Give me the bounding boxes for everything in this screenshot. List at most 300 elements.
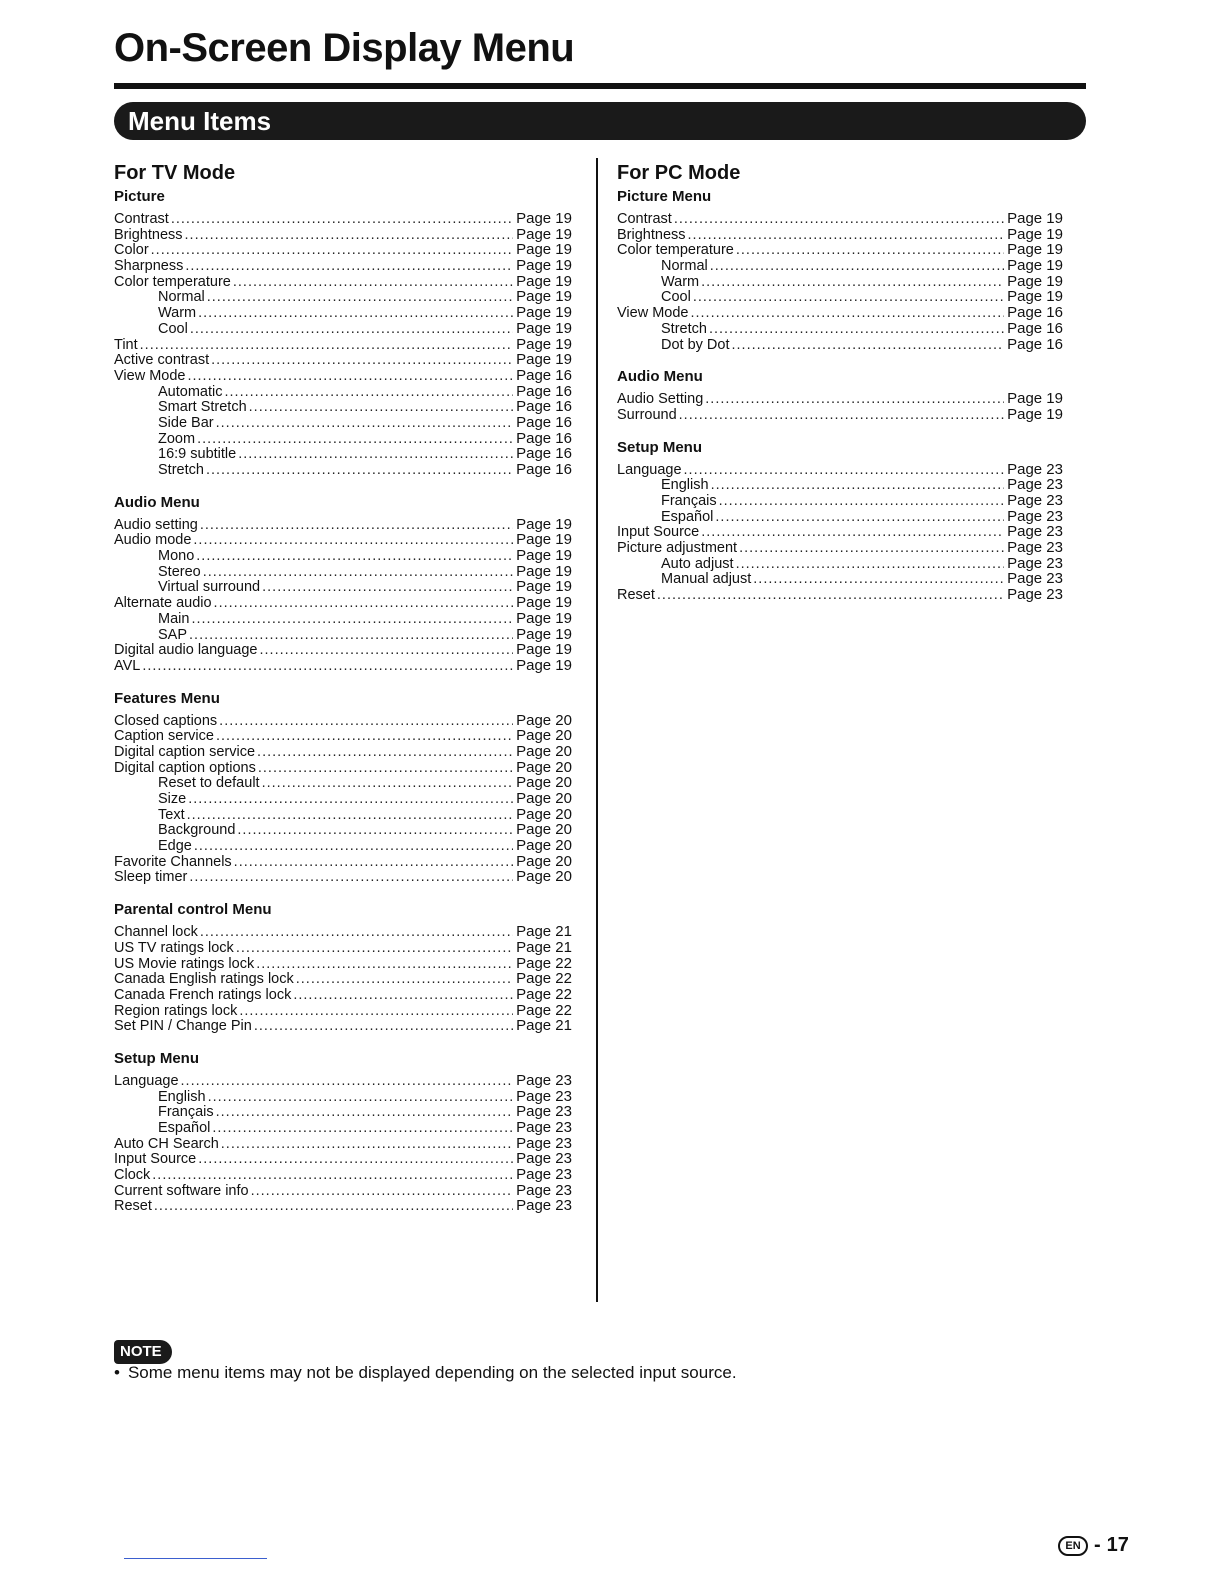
entry-label: Audio setting	[114, 516, 198, 533]
menu-entry	[114, 658, 572, 674]
dot-leader	[207, 290, 513, 306]
menu-entry	[617, 258, 1075, 274]
entry-label: Audio mode	[114, 532, 192, 549]
menu-entry	[617, 321, 1075, 337]
menu-entry	[617, 274, 1075, 290]
menu-entry	[114, 415, 572, 431]
dot-leader	[140, 338, 513, 354]
entry-label: Stretch	[661, 320, 707, 337]
group-heading: Setup Menu	[617, 438, 702, 456]
menu-entry	[617, 556, 1075, 572]
title-rule	[114, 83, 1086, 89]
entry-page-ref: Page 20	[516, 742, 572, 760]
dot-leader	[739, 541, 1004, 557]
entry-page-ref: Page 16	[1007, 304, 1063, 322]
dot-leader	[206, 463, 513, 479]
entry-page-ref: Page 23	[1007, 586, 1063, 604]
dot-leader	[239, 1004, 513, 1020]
entry-page-ref: Page 22	[516, 970, 572, 988]
entry-label: Warm	[158, 305, 197, 322]
entry-label: Cool	[158, 320, 188, 337]
dot-leader	[185, 228, 514, 244]
dot-leader	[719, 494, 1005, 510]
entry-page-ref: Page 16	[516, 366, 572, 384]
dot-leader	[196, 549, 513, 565]
dot-leader	[181, 1074, 514, 1090]
menu-entry	[617, 587, 1075, 603]
entry-label: Smart Stretch	[158, 399, 247, 416]
group-heading: Audio Menu	[114, 493, 200, 511]
entry-page-ref: Page 19	[516, 641, 572, 659]
entry-page-ref: Page 20	[516, 790, 572, 807]
section-bar	[114, 102, 1086, 140]
entry-label: Language	[617, 461, 682, 478]
dot-leader	[193, 533, 513, 549]
entry-label: Contrast	[114, 211, 169, 227]
dot-leader	[709, 322, 1004, 338]
entry-page-ref: Page 20	[516, 758, 572, 776]
menu-entry	[617, 391, 1075, 407]
menu-entry	[617, 211, 1075, 227]
entry-page-ref: Page 19	[516, 515, 572, 533]
dot-leader	[211, 353, 513, 369]
dot-leader	[710, 259, 1004, 275]
entry-page-ref: Page 19	[516, 257, 572, 275]
dot-leader	[736, 557, 1005, 573]
entry-label: Canada French ratings lock	[114, 986, 292, 1003]
entry-label: Active contrast	[114, 352, 210, 369]
dot-leader	[688, 228, 1005, 244]
menu-entry	[114, 713, 572, 729]
menu-entry	[114, 1198, 572, 1214]
entry-page-ref: Page 19	[1007, 288, 1063, 306]
dot-leader	[262, 776, 514, 792]
menu-entry	[114, 368, 572, 384]
entry-label: View Mode	[114, 367, 186, 384]
entry-label: Side Bar	[158, 414, 214, 431]
entry-page-ref: Page 16	[516, 382, 572, 400]
menu-entry	[114, 728, 572, 744]
entry-label: US Movie ratings lock	[114, 955, 255, 972]
entry-label: 16:9 subtitle	[158, 446, 237, 463]
menu-entry	[617, 524, 1075, 540]
entry-page-ref: Page 20	[516, 821, 572, 839]
menu-entry	[114, 838, 572, 854]
dot-leader	[151, 243, 513, 259]
menu-entry	[114, 869, 572, 885]
dot-leader	[224, 385, 513, 401]
entry-label: US TV ratings lock	[114, 939, 234, 956]
entry-page-ref: Page 19	[516, 562, 572, 580]
entry-page-ref: Page 23	[516, 1197, 572, 1215]
menu-entry	[114, 971, 572, 987]
menu-entry	[114, 1104, 572, 1120]
entry-label: Cool	[661, 289, 691, 306]
dot-leader	[152, 1168, 513, 1184]
menu-entry	[114, 627, 572, 643]
pc-mode-column	[617, 158, 1075, 619]
menu-entry	[114, 1167, 572, 1183]
entry-label: SAP	[158, 626, 188, 643]
menu-entry	[114, 760, 572, 776]
dot-leader	[238, 447, 513, 463]
menu-entry	[114, 1003, 572, 1019]
entry-page-ref: Page 16	[516, 429, 572, 447]
menu-entry	[114, 337, 572, 353]
bottom-rule	[124, 1558, 267, 1559]
dot-leader	[142, 659, 513, 675]
tv-mode-column	[114, 158, 572, 1230]
entry-page-ref: Page 19	[516, 625, 572, 643]
dot-leader	[679, 408, 1004, 424]
entry-label: Tint	[114, 336, 138, 353]
entry-label: Audio Setting	[617, 391, 704, 408]
entry-page-ref: Page 23	[516, 1087, 572, 1105]
menu-entry	[114, 611, 572, 627]
entry-label: Brightness	[114, 226, 183, 243]
dot-leader	[219, 714, 513, 730]
dot-leader	[711, 478, 1005, 494]
section-title: Menu Items	[128, 106, 272, 136]
entry-label: Digital caption service	[114, 743, 256, 760]
entry-page-ref: Page 20	[516, 837, 572, 855]
dot-leader	[216, 1105, 514, 1121]
note-badge: NOTE	[114, 1340, 172, 1364]
menu-entry	[114, 399, 572, 415]
dot-leader	[736, 243, 1004, 259]
entry-page-ref: Page 19	[1007, 257, 1063, 275]
menu-entry	[114, 305, 572, 321]
menu-entry	[114, 242, 572, 258]
menu-entry	[114, 744, 572, 760]
entry-label: Sleep timer	[114, 869, 188, 886]
menu-group	[114, 188, 572, 478]
menu-entry	[114, 987, 572, 1003]
dot-leader	[171, 212, 513, 228]
entry-page-ref: Page 19	[516, 351, 572, 369]
entry-page-ref: Page 23	[516, 1134, 572, 1152]
menu-entry	[114, 940, 572, 956]
pc-menu-groups	[617, 188, 1075, 603]
entry-label: Favorite Channels	[114, 853, 232, 870]
dot-leader	[189, 628, 513, 644]
entry-label: Stereo	[158, 563, 201, 580]
entry-page-ref: Page 16	[516, 413, 572, 431]
menu-group	[114, 690, 572, 886]
menu-entry	[114, 791, 572, 807]
dot-leader	[705, 392, 1004, 408]
entry-page-ref: Page 16	[1007, 335, 1063, 353]
menu-entry	[114, 956, 572, 972]
entry-page-ref: Page 19	[516, 225, 572, 243]
menu-entry	[114, 1151, 572, 1167]
entry-label: Virtual surround	[158, 579, 261, 596]
entry-label: Channel lock	[114, 924, 198, 941]
menu-entry	[617, 289, 1075, 305]
entry-page-ref: Page 19	[516, 547, 572, 565]
menu-group	[617, 439, 1075, 603]
entry-page-ref: Page 20	[516, 774, 572, 792]
dot-leader	[154, 1199, 513, 1215]
dot-leader	[257, 745, 513, 761]
entry-page-ref: Page 23	[516, 1103, 572, 1121]
entry-label: Español	[661, 508, 714, 525]
entry-label: Mono	[158, 548, 195, 565]
entry-label: Stretch	[158, 462, 204, 478]
entry-page-ref: Page 20	[516, 852, 572, 870]
menu-entry	[114, 227, 572, 243]
dot-leader	[753, 572, 1004, 588]
menu-entry	[114, 1018, 572, 1034]
entry-page-ref: Page 19	[516, 578, 572, 596]
menu-entry	[114, 352, 572, 368]
entry-page-ref: Page 23	[516, 1181, 572, 1199]
entry-page-ref: Page 19	[516, 594, 572, 612]
dot-leader	[254, 1019, 513, 1035]
entry-label: Picture adjustment	[617, 540, 738, 556]
dot-leader	[262, 580, 513, 596]
menu-entry	[114, 595, 572, 611]
dot-leader	[260, 643, 514, 659]
menu-entry	[114, 924, 572, 940]
entry-label: Digital audio language	[114, 642, 258, 659]
entry-page-ref: Page 23	[1007, 539, 1063, 556]
dot-leader	[732, 338, 1005, 354]
menu-entry	[114, 775, 572, 791]
menu-group	[114, 494, 572, 674]
menu-entry	[114, 854, 572, 870]
dot-leader	[234, 855, 513, 871]
entry-label: Size	[158, 791, 187, 807]
group-heading: Picture Menu	[617, 188, 712, 205]
entry-label: Normal	[661, 258, 708, 275]
entry-page-ref: Page 23	[1007, 460, 1063, 478]
menu-entry	[114, 579, 572, 595]
entry-page-ref: Page 19	[516, 304, 572, 322]
entry-label: Region ratings lock	[114, 1002, 238, 1019]
entry-label: Auto CH Search	[114, 1135, 219, 1152]
entry-label: Main	[158, 610, 190, 627]
group-heading: Features Menu	[114, 689, 220, 707]
page-title: On-Screen Display Menu	[114, 26, 575, 70]
dot-leader	[258, 761, 513, 777]
entry-page-ref: Page 19	[516, 531, 572, 549]
entry-label: Current software info	[114, 1182, 249, 1199]
menu-entry	[114, 548, 572, 564]
dot-leader	[701, 275, 1004, 291]
entry-page-ref: Page 19	[1007, 405, 1063, 423]
dot-leader	[200, 925, 513, 941]
language-badge: EN	[1058, 1536, 1088, 1556]
dot-leader	[296, 972, 513, 988]
entry-page-ref: Page 21	[516, 923, 572, 941]
entry-page-ref: Page 23	[516, 1166, 572, 1184]
entry-label: Alternate audio	[114, 595, 212, 612]
menu-entry	[114, 289, 572, 305]
menu-entry	[617, 493, 1075, 509]
column-divider	[596, 158, 598, 1302]
entry-page-ref: Page 21	[516, 938, 572, 956]
dot-leader	[674, 212, 1004, 228]
dot-leader	[715, 510, 1004, 526]
entry-page-ref: Page 20	[516, 711, 572, 729]
entry-label: Surround	[617, 406, 677, 423]
menu-entry	[114, 642, 572, 658]
entry-page-ref: Page 19	[516, 241, 572, 259]
dot-leader	[188, 792, 513, 808]
entry-page-ref: Page 21	[516, 1017, 572, 1035]
dot-leader	[236, 941, 513, 957]
tv-menu-groups	[114, 188, 572, 1214]
entry-label: Caption service	[114, 728, 214, 745]
entry-page-ref: Page 22	[516, 985, 572, 1003]
menu-entry	[617, 462, 1075, 478]
entry-label: Manual adjust	[661, 571, 752, 588]
entry-page-ref: Page 19	[1007, 210, 1063, 227]
dot-leader	[216, 729, 513, 745]
entry-label: Reset	[114, 1198, 152, 1215]
menu-entry	[114, 1183, 572, 1199]
tv-mode-heading: For TV Mode	[114, 162, 236, 184]
entry-page-ref: Page 16	[1007, 319, 1063, 337]
entry-label: Español	[158, 1120, 211, 1136]
entry-page-ref: Page 16	[516, 398, 572, 416]
menu-entry	[617, 571, 1075, 587]
entry-page-ref: Page 23	[1007, 523, 1063, 541]
dot-leader	[189, 870, 513, 886]
dot-leader	[187, 808, 514, 824]
entry-label: View Mode	[617, 305, 689, 322]
menu-entry	[114, 1073, 572, 1089]
entry-page-ref: Page 19	[516, 319, 572, 337]
entry-label: English	[661, 477, 709, 494]
dot-leader	[214, 596, 514, 612]
entry-label: Color	[114, 242, 149, 259]
entry-label: Reset to default	[158, 775, 260, 792]
entry-label: Input Source	[617, 524, 700, 541]
entry-label: AVL	[114, 657, 141, 674]
entry-page-ref: Page 19	[516, 656, 572, 674]
menu-entry	[617, 509, 1075, 525]
group-heading: Setup Menu	[114, 1049, 199, 1067]
entry-label: Français	[661, 492, 717, 509]
note-bullet: •	[114, 1363, 120, 1382]
menu-entry	[617, 305, 1075, 321]
entry-label: Dot by Dot	[661, 336, 730, 353]
entry-label: Set PIN / Change Pin	[114, 1018, 252, 1035]
entry-page-ref: Page 20	[516, 805, 572, 823]
entry-page-ref: Page 19	[516, 288, 572, 306]
pc-mode-heading: For PC Mode	[617, 162, 741, 184]
entry-label: Warm	[661, 273, 700, 290]
dot-leader	[198, 1152, 513, 1168]
menu-entry	[114, 274, 572, 290]
dot-leader	[212, 1121, 513, 1137]
entry-label: English	[158, 1088, 206, 1105]
dot-leader	[185, 259, 513, 275]
entry-page-ref: Page 19	[516, 210, 572, 227]
dot-leader	[293, 988, 513, 1004]
menu-entry	[114, 431, 572, 447]
entry-page-ref: Page 23	[516, 1071, 572, 1089]
dot-leader	[191, 612, 513, 628]
entry-page-ref: Page 22	[516, 1001, 572, 1019]
dot-leader	[203, 565, 513, 581]
page-footer	[1058, 1534, 1129, 1557]
entry-label: Input Source	[114, 1151, 197, 1168]
entry-label: Language	[114, 1072, 179, 1089]
dot-leader	[256, 957, 513, 973]
entry-page-ref: Page 19	[1007, 272, 1063, 290]
note	[114, 1362, 737, 1384]
entry-page-ref: Page 20	[516, 868, 572, 886]
entry-label: Zoom	[158, 430, 196, 447]
menu-entry	[617, 337, 1075, 353]
dot-leader	[190, 322, 513, 338]
dot-leader	[208, 1090, 514, 1106]
entry-page-ref: Page 23	[1007, 507, 1063, 525]
dot-leader	[237, 823, 513, 839]
menu-entry	[114, 462, 572, 478]
note-text: Some menu items may not be displayed depending on the selected input source.	[127, 1363, 737, 1382]
dot-leader	[684, 463, 1005, 479]
entry-label: Digital caption options	[114, 759, 256, 776]
dot-leader	[657, 588, 1004, 604]
entry-page-ref: Page 23	[516, 1150, 572, 1168]
menu-entry	[114, 1120, 572, 1136]
menu-entry	[114, 822, 572, 838]
entry-page-ref: Page 19	[1007, 390, 1063, 408]
entry-page-ref: Page 22	[516, 954, 572, 972]
menu-entry	[114, 321, 572, 337]
dot-leader	[693, 290, 1004, 306]
group-heading: Parental control Menu	[114, 901, 272, 919]
entry-page-ref: Page 19	[516, 272, 572, 290]
menu-entry	[617, 242, 1075, 258]
entry-page-ref: Page 20	[516, 727, 572, 745]
entry-page-ref: Page 23	[1007, 570, 1063, 588]
menu-entry	[114, 564, 572, 580]
dot-leader	[233, 275, 513, 291]
entry-page-ref: Page 16	[516, 445, 572, 463]
entry-page-ref: Page 19	[516, 609, 572, 627]
menu-group	[617, 368, 1075, 422]
entry-label: Brightness	[617, 226, 686, 243]
menu-entry	[114, 446, 572, 462]
dot-leader	[251, 1184, 514, 1200]
menu-entry	[114, 384, 572, 400]
entry-label: Color temperature	[617, 242, 734, 259]
menu-entry	[114, 517, 572, 533]
entry-label: Canada English ratings lock	[114, 971, 294, 988]
entry-label: Text	[158, 806, 185, 823]
dot-leader	[197, 432, 513, 448]
entry-label: Color temperature	[114, 273, 231, 290]
dot-leader	[187, 369, 513, 385]
entry-page-ref: Page 23	[1007, 476, 1063, 494]
entry-label: Background	[158, 822, 236, 839]
dot-leader	[198, 306, 513, 322]
footer-separator: -	[1094, 1534, 1101, 1556]
entry-label: Auto adjust	[661, 555, 734, 572]
menu-entry	[617, 407, 1075, 423]
dot-leader	[194, 839, 513, 855]
menu-group	[114, 901, 572, 1034]
menu-entry	[617, 540, 1075, 556]
entry-label: Edge	[158, 838, 192, 855]
menu-entry	[114, 1089, 572, 1105]
group-heading: Audio Menu	[617, 368, 703, 386]
